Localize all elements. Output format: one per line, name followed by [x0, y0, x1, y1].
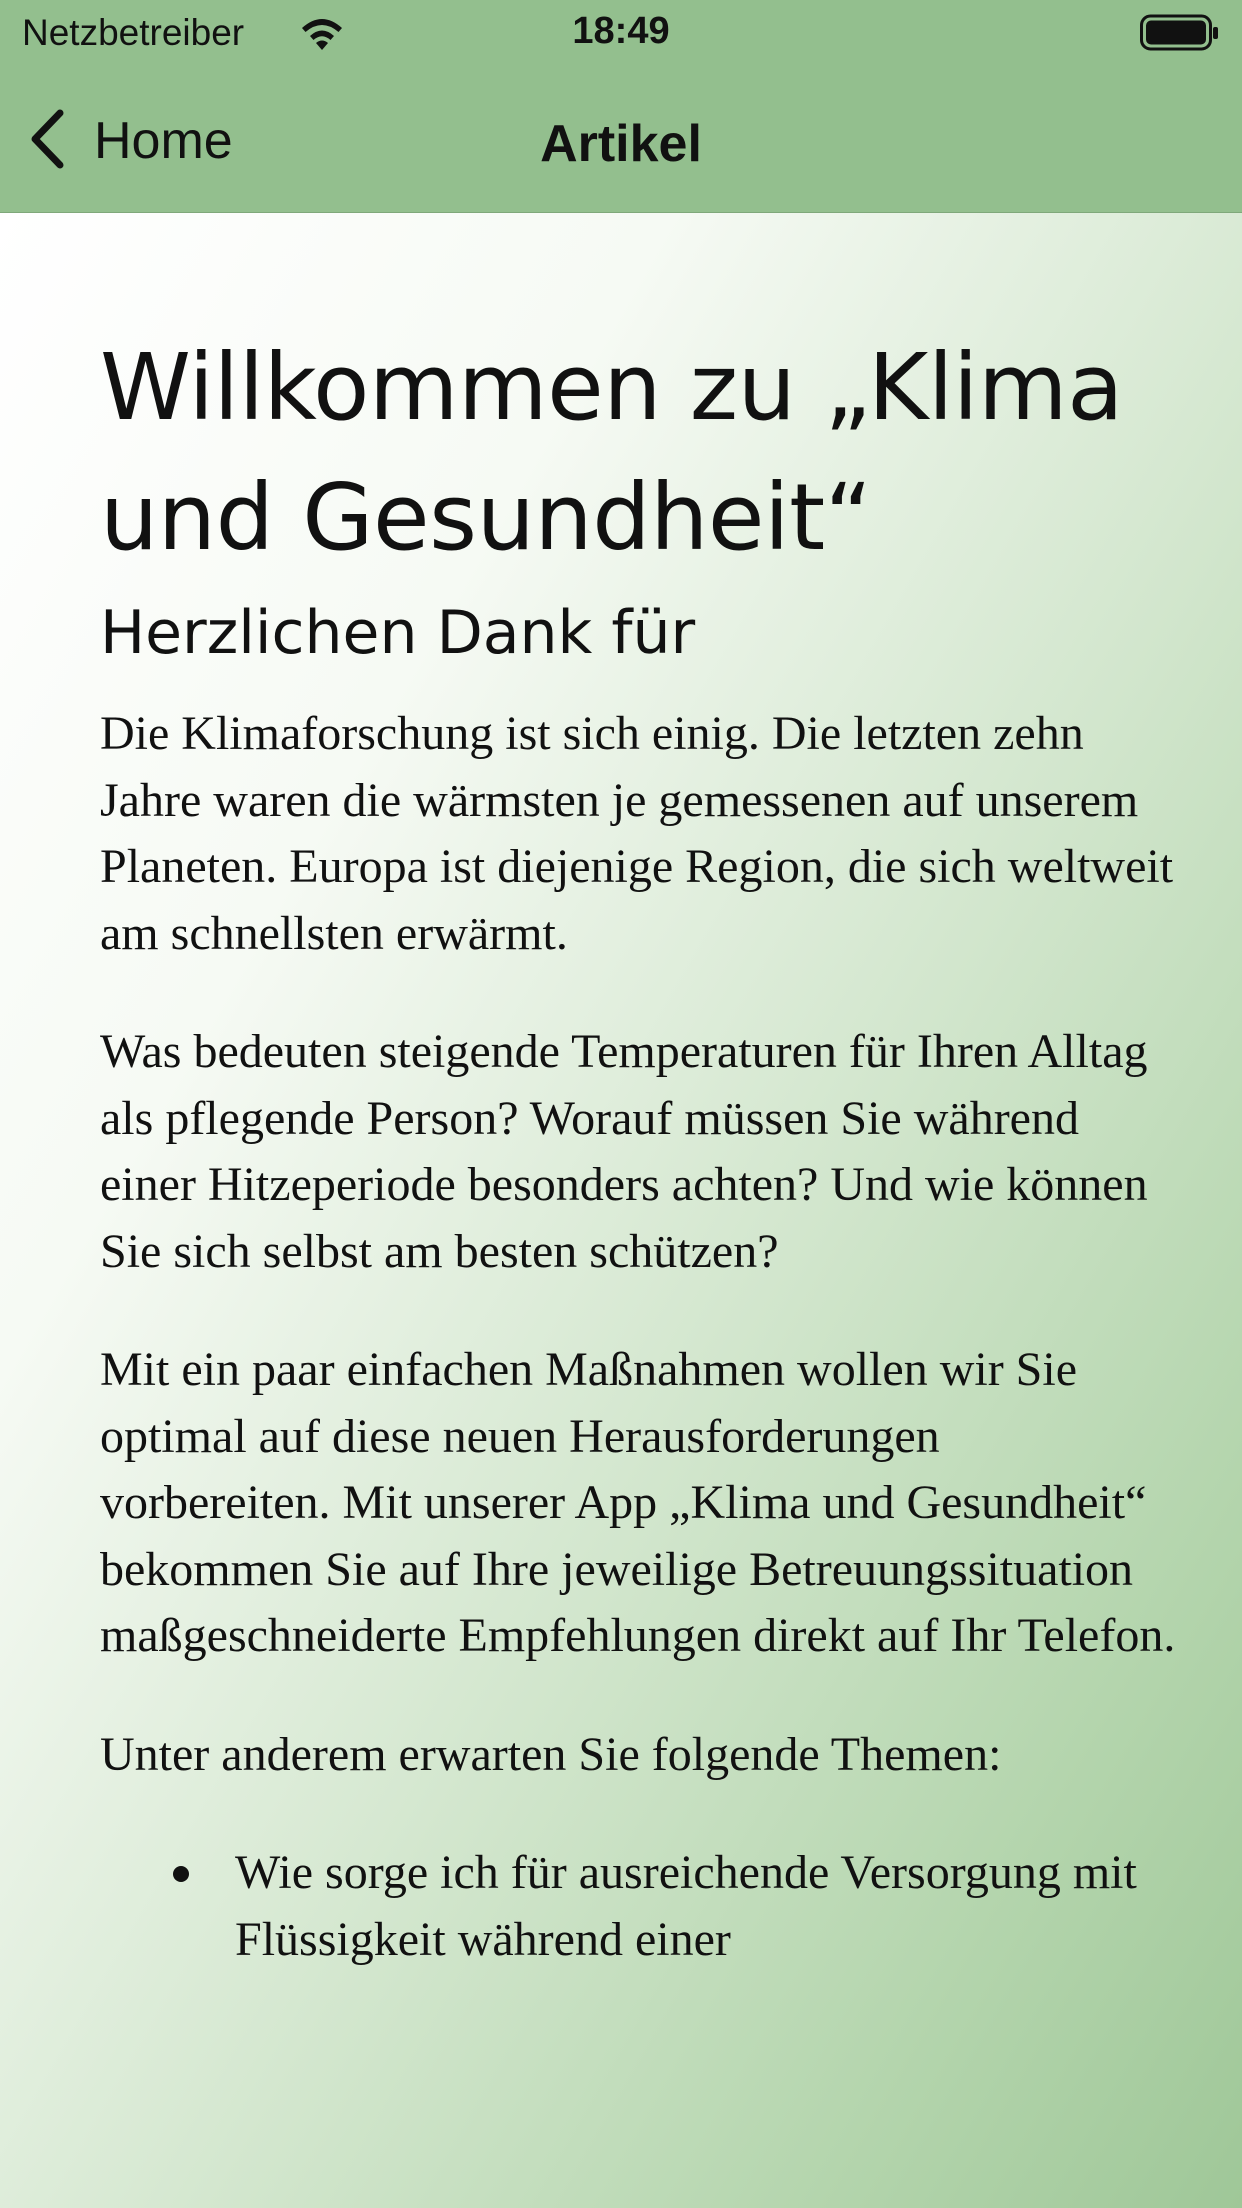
article-paragraph: Unter anderem erwarten Sie folgende Themen:	[100, 1727, 1002, 1781]
nav-title: Artikel	[540, 115, 702, 173]
topic-list	[100, 1840, 1180, 1973]
article-body	[100, 323, 1180, 1973]
article-scroll-area[interactable]	[0, 213, 1242, 2208]
status-time: 18:49	[572, 10, 670, 52]
battery-full-icon	[1140, 14, 1220, 52]
bullet-icon	[173, 1866, 189, 1882]
navigation-bar	[0, 66, 1242, 212]
top-bar	[0, 0, 1242, 213]
article-paragraph: Was bedeuten steigende Temperaturen für Ihren Alltag als pflegende Person? Worauf müssen Sie während einer Hitzeperiode besonders achten? Und wie können Sie sich selbst am besten schützen?	[100, 1025, 1148, 1278]
article-subtitle: Herzlichen Dank für	[100, 598, 696, 668]
article-paragraph: Mit ein paar einfachen Maßnahmen wollen wir Sie optimal auf diese neuen Herausforderungen vorbereiten. Mit unserer App „Klima und Gesundheit“ bekommen Sie auf Ihre jeweilige Betreuungssituation maßgeschneiderte Empfehlungen direkt auf Ihr Telefon.	[100, 1343, 1176, 1662]
article-paragraph: Die Klimaforschung ist sich einig. Die letzten zehn Jahre waren die wärmsten je gemessenen auf unserem Planeten. Europa ist diejenige Region, die sich weltweit am schnellsten erwärmt.	[100, 707, 1174, 960]
list-item-text: Wie sorge ich für ausreichende Versorgung mit Flüssigkeit während einer	[235, 1846, 1137, 1966]
carrier-label: Netzbetreiber	[22, 12, 245, 53]
status-bar	[0, 0, 1242, 66]
back-button-label: Home	[94, 112, 233, 170]
list-item	[235, 1840, 1180, 1973]
article-title: Willkommen zu „Klima und Gesundheit“	[100, 334, 1123, 571]
